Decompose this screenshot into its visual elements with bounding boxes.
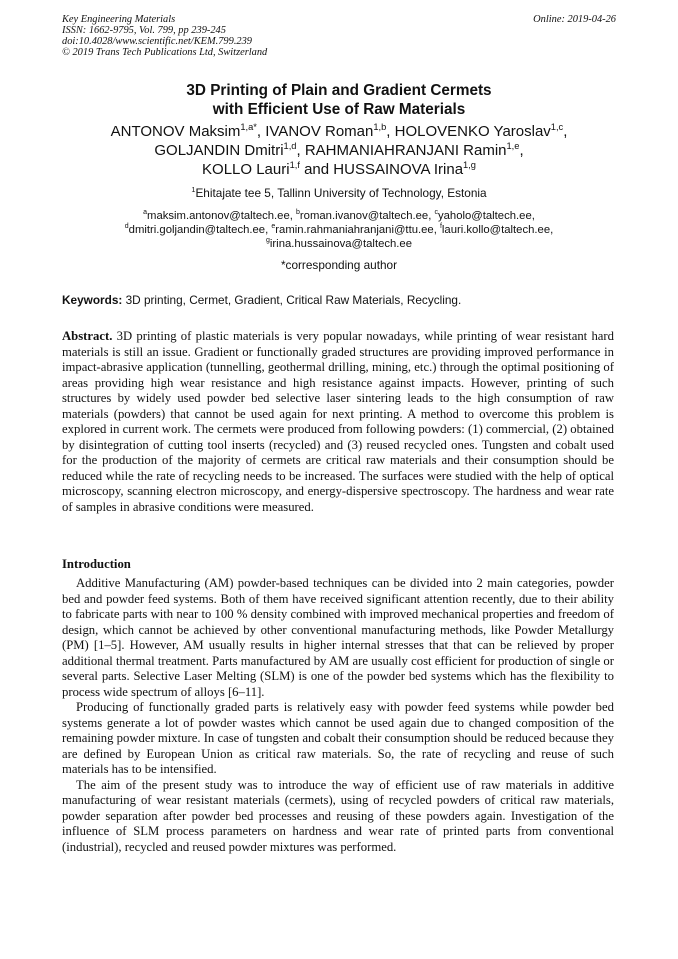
introduction-body [62, 576, 614, 855]
email: maksim.antonov@taltech.ee, [147, 210, 297, 222]
separator: , [563, 123, 568, 140]
affiliation-sup: 1 [191, 185, 196, 195]
abstract-label: Abstract. [62, 329, 113, 343]
author-name: HOLOVENKO Yaroslav [394, 123, 551, 140]
journal-header [62, 14, 267, 58]
paper-title [40, 81, 638, 119]
separator: , [386, 123, 395, 140]
title-line-1: 3D Printing of Plain and Gradient Cermets [186, 82, 492, 99]
online-date: Online: 2019-04-26 [533, 14, 616, 25]
email-list [40, 209, 638, 251]
separator: and [299, 161, 334, 178]
abstract-text: 3D printing of plastic materials is very popular nowadays, while printing of wear resistant hard materials is still an issue. Gradient or functionally graded structures are providing improved performance in impact-abrasive application (tunnelling, geothermal drilling, mining, etc.) through the optimal positioning of areas providing high wear resistance and high resistance against impacts. However, printing of such structures by widely used powder bed selective laser sintering leads to the high consumption of raw materials (powders) that cannot be used again for next printing. A method to overcome this problem is explored in current work. The cermets were produced from following powders: (1) commercial, (2) obtained by disintegration of cutting tool inserts (recycled) and (3) reused recycled ones. Tungsten and cobalt used for the production of the majority of cermets are critical raw materials and their consumption should be reduced while the rate of recycling needs to be increased. The surfaces were studied with the help of optical microscopy, scanning electron microscopy, and energy-dispersive spectroscopy. The hardness and wear rate of samples in abrasive conditions were measured. [62, 329, 614, 514]
separator: , [296, 142, 305, 159]
author-sup: 1,d [283, 141, 297, 151]
section-heading-introduction: Introduction [62, 557, 131, 571]
paragraph: The aim of the present study was to introduce the way of efficient use of raw materials in additive manufacturing of wear resistant materials (cermets), using of recycled powders of critical raw materials, powder separation after powder bed processes and reusing of these powders again. Investigation of the influence of SLM process parameters on hardness and wear rate of printed parts from conventional (industrial), recycled and reused powder mixtures was performed. [62, 777, 614, 854]
author-name: KOLLO Lauri [202, 161, 290, 178]
doi: doi:10.4028/www.scientific.net/KEM.799.239 [62, 36, 252, 47]
author-list [40, 122, 638, 179]
corresponding-author-note: *corresponding author [280, 258, 398, 272]
email: ramin.rahmaniahranjani@ttu.ee, [275, 224, 440, 236]
email-sup: g [266, 237, 270, 245]
title-line-2: with Efficient Use of Raw Materials [212, 101, 466, 118]
paragraph: Additive Manufacturing (AM) powder-based techniques can be divided into 2 main categories, powder bed and powder feed systems. Both of them have received significant attention recently, due to their ability to fabricate parts with near to 100 % density combined with improved mechanical properties and freedom of design, which cannot be achieved by other conventional manufacturing methods, like Powder Metallurgy (PM) [1–5]. However, AM usually results in higher internal stresses that that can be relieved by proper additional thermal treatment. Parts manufactured by AM are usually cost efficient for production of single or several parts. Selective Laser Melting (SLM) is one of the powder bed systems which has the flexibility to process wide spectrum of alloys [6–11]. [62, 576, 614, 699]
author-sup: 1,c [550, 122, 564, 132]
author-line [40, 122, 638, 141]
email-sup: b [296, 209, 300, 217]
email-sup: f [439, 223, 442, 231]
affiliation-text: Ehitajate tee 5, Tallinn University of Technology, Estonia [195, 186, 487, 200]
separator: , [256, 123, 266, 140]
author-sup: 1,f [289, 160, 300, 170]
author-sup: 1,g [463, 160, 476, 170]
affiliation [40, 186, 638, 200]
email: dmitri.goljandin@taltech.ee, [128, 224, 272, 236]
author-name: RAHMANIAHRANJANI Ramin [304, 142, 507, 159]
email: lauri.kollo@taltech.ee, [441, 224, 554, 236]
author-name: HUSSAINOVA Irina [333, 161, 464, 178]
paragraph: Producing of functionally graded parts is relatively easy with powder feed systems while powder bed systems generate a lot of powder wastes which cannot be used again due to changed composition of the remaining powder mixture. In case of tungsten and cobalt their consumption should be reduced because they are defined by European Union as critical raw materials. So, the rate of recycling and reuse of such materials has to be intensified. [62, 700, 614, 776]
email: yaholo@taltech.ee, [437, 210, 535, 222]
email-sup: d [124, 223, 129, 231]
abstract [62, 329, 614, 515]
separator: , [519, 142, 524, 159]
author-line [40, 160, 638, 179]
author-sup: 1,e [506, 141, 520, 151]
author-sup: 1,b [373, 122, 387, 132]
author-name: IVANOV Roman [265, 123, 374, 140]
author-sup: 1,a* [240, 122, 257, 132]
author-line [40, 141, 638, 160]
email: irina.hussainova@taltech.ee [269, 238, 412, 250]
keywords-label: Keywords: [62, 293, 123, 307]
email: roman.ivanov@taltech.ee, [299, 210, 435, 222]
keywords-text: 3D printing, Cermet, Gradient, Critical Raw Materials, Recycling. [122, 293, 462, 307]
journal-name: Key Engineering Materials [62, 14, 176, 25]
email-sup: e [271, 223, 276, 231]
author-name: GOLJANDIN Dmitri [154, 142, 284, 159]
author-name: ANTONOV Maksim [110, 123, 241, 140]
email-sup: a [143, 209, 148, 217]
email-sup: c [434, 209, 438, 217]
keywords [62, 293, 461, 307]
copyright: © 2019 Trans Tech Publications Ltd, Switzerland [62, 47, 268, 58]
issn: ISSN: 1662-9795, Vol. 799, pp 239-245 [62, 25, 226, 36]
